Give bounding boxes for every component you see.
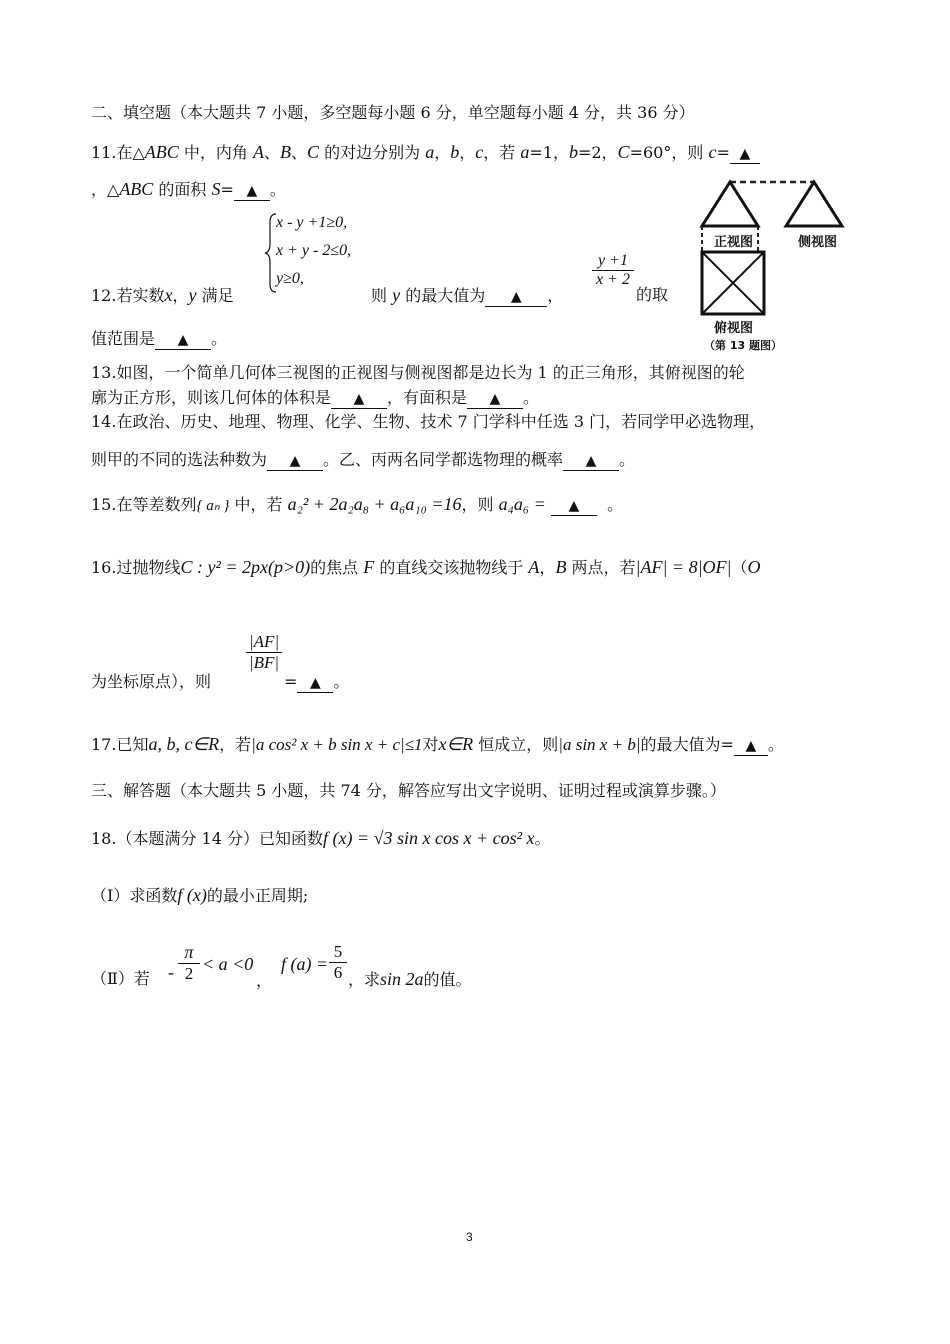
figure-caption: （第 13 题图）	[704, 339, 782, 352]
q13-line2b: ，有面积是	[387, 388, 468, 407]
q18-p2-two: 2	[184, 964, 194, 983]
q11-eq3: =60°，则	[629, 143, 704, 162]
q17-domain: x∈R	[438, 734, 474, 754]
q18-p2-comma: ，	[256, 971, 273, 990]
q18-p2-five-sixths	[329, 942, 347, 983]
answer-triangle-icon: ▲	[246, 183, 258, 199]
q12-y2: y	[392, 285, 401, 305]
answer-blank[interactable]	[485, 287, 547, 307]
section-2-header: 二、填空题（本大题共 7 小题，多空题每小题 6 分，单空题每小题 4 分，共 36 分）	[91, 103, 695, 122]
q15-end: 。	[607, 495, 624, 514]
question-17	[91, 733, 784, 756]
q11-line2-S: S	[211, 179, 221, 199]
question-13-line2	[91, 387, 539, 409]
q12-frac-num: y +1	[592, 252, 634, 271]
q17-expr: |a sin x + b|	[558, 735, 641, 754]
q11-line2-end: 。	[269, 180, 286, 199]
q11-lead: 11.在△	[91, 143, 145, 162]
q18-p1-func: f (x)	[177, 885, 207, 905]
q11-line2-abc: ABC	[119, 179, 154, 199]
q16-eq: =	[284, 672, 298, 691]
q16-lead: 16.过抛物线	[91, 558, 181, 577]
q18-p1-ask: 的最小正周期;	[206, 886, 309, 905]
q15-seq: { aₙ }	[196, 498, 230, 514]
q18-func: f (x) = √3 sin x cos x + cos² x	[322, 828, 535, 848]
q18-p2-ask	[348, 968, 472, 991]
q18-p2-fa: f (a) =	[281, 954, 329, 974]
q15-lead: 15.在等差数列	[91, 495, 197, 514]
q18-p2-ineq: < a <0	[202, 954, 254, 974]
answer-triangle-icon: ▲	[310, 675, 321, 691]
q11-text3: ，若	[483, 143, 516, 162]
q13-line2c: 。	[523, 388, 540, 407]
q16-cond: |AF| = 8|OF|	[635, 557, 732, 577]
answer-triangle-icon: ▲	[289, 453, 301, 469]
answer-triangle-icon: ▲	[585, 453, 597, 469]
three-view-figure	[694, 170, 884, 358]
q12-constraint-1: x - y +1≥0,	[276, 214, 348, 231]
answer-triangle-icon: ▲	[353, 391, 365, 407]
q11-A: A	[252, 142, 264, 162]
q18-p2-neg: -	[168, 962, 174, 982]
q11-line2-eq: =	[220, 180, 234, 199]
q18-lead: 18.（本题满分 14 分）已知函数	[91, 829, 323, 848]
q11-eq2: =2，	[577, 143, 618, 162]
front-view-label: 正视图	[714, 235, 754, 250]
q11-a: a	[425, 142, 435, 162]
q15-eq: a₂² + 2a₂a₈ + a₆a₁₀ =16	[287, 494, 462, 514]
q11-sep1: 、	[263, 143, 280, 162]
q11-b: b	[450, 142, 460, 162]
q17-ask: 的最大值为=	[640, 735, 734, 754]
q12-line2: 值范围是	[91, 329, 156, 348]
q16-F: F	[363, 557, 375, 577]
q12-tail: 的取	[636, 285, 669, 304]
q16-mid: 的焦点	[310, 558, 359, 577]
q14-line2a: 则甲的不同的选法种数为	[91, 450, 268, 469]
question-12-line2	[91, 328, 227, 350]
q12-x: x	[164, 285, 173, 305]
q17-lead: 17.已知	[91, 735, 149, 754]
q17-for: 对	[422, 735, 439, 754]
q18-p2-sin: sin 2a	[380, 969, 424, 989]
answer-triangle-icon: ▲	[510, 289, 522, 305]
section-3-header: 三、解答题（本大题共 5 小题，共 74 分，解答应写出文字说明、证明过程或演算步骤。）	[91, 781, 726, 800]
q18-end: 。	[534, 829, 551, 848]
q12-sep: ，	[547, 286, 564, 305]
q11-comma2: ，	[459, 143, 476, 162]
question-14: 14.在政治、历史、地理、物理、化学、生物、技术 7 门学科中任选 3 门，若同学甲必选物理，	[91, 412, 766, 431]
q14-line2b: 。乙、丙两名同学都选物理的概率	[323, 450, 564, 469]
q15-ask: a₄a₆ =	[498, 494, 546, 514]
answer-blank[interactable]	[331, 389, 387, 409]
q11-cond-a: a	[520, 142, 530, 162]
q16-A: A	[528, 557, 540, 577]
question-18	[91, 827, 551, 850]
side-view-triangle	[786, 182, 842, 226]
question-18-part-2-lead: （Ⅱ）若	[91, 969, 150, 988]
q15-mid: 中，若	[234, 495, 283, 514]
q17-mid: ，若	[219, 735, 252, 754]
q11-sep2: 、	[290, 143, 307, 162]
q11-text2: 的对边分别为	[324, 143, 421, 162]
q16-answer	[284, 671, 349, 693]
q12-line2-end: 。	[211, 329, 228, 348]
q15-then: ，则	[461, 495, 494, 514]
question-14-line2	[91, 449, 635, 471]
q18-p2-ask-end: 的值。	[423, 970, 472, 989]
q11-line2-mid: 的面积	[158, 180, 207, 199]
q17-mid2: 恒成立，则	[478, 735, 559, 754]
answer-blank[interactable]	[563, 451, 619, 471]
q11-ask-c: c	[708, 142, 717, 162]
q11-c: c	[475, 142, 484, 162]
answer-triangle-icon: ▲	[177, 332, 189, 348]
q11-eq4: =	[716, 143, 730, 162]
q16-comma: ，	[539, 558, 556, 577]
question-11	[91, 141, 760, 164]
q18-p2-pi: π	[178, 942, 200, 964]
q16-paren: （	[731, 558, 748, 577]
answer-blank[interactable]	[155, 330, 211, 350]
q16-B: B	[555, 557, 567, 577]
answer-blank[interactable]	[551, 496, 597, 516]
answer-blank[interactable]	[297, 673, 333, 693]
q12-frac-den: x + 2	[596, 271, 630, 288]
q11-C: C	[307, 142, 320, 162]
q11-abc: ABC	[144, 142, 179, 162]
q11-line2-lead: ，△	[91, 180, 120, 199]
q12-comma: ，	[172, 286, 189, 305]
q12-y: y	[188, 285, 197, 305]
question-13: 13.如图，一个简单几何体三视图的正视图与侧视图都是边长为 1 的正三角形，其俯视图的轮	[91, 363, 745, 382]
answer-triangle-icon: ▲	[489, 391, 501, 407]
q16-mid3: 两点，若	[571, 558, 636, 577]
answer-triangle-icon: ▲	[745, 738, 757, 754]
q12-constraint-2: x + y - 2≤0,	[276, 242, 352, 259]
answer-triangle-icon: ▲	[568, 498, 580, 514]
q16-mid2: 的直线交该抛物线于	[379, 558, 524, 577]
question-12	[91, 284, 234, 307]
question-12-tail	[371, 284, 563, 307]
answer-triangle-icon: ▲	[739, 146, 751, 162]
question-11-line2	[91, 178, 286, 201]
q18-p2-ask-lead: ，求	[348, 970, 381, 989]
q11-B: B	[279, 142, 291, 162]
q18-p2-pi-fraction	[178, 942, 200, 984]
front-view-triangle	[702, 182, 758, 226]
q12-constraint-3: y≥0,	[276, 270, 304, 287]
q16-end: 。	[333, 672, 350, 691]
answer-blank[interactable]	[267, 451, 323, 471]
q18-p1-lead: （Ⅰ）求函数	[91, 886, 178, 905]
question-15	[91, 493, 623, 517]
q16-O: O	[747, 557, 761, 577]
q12-mid: 满足	[201, 286, 234, 305]
q17-vars: a, b, c∈R	[148, 734, 220, 754]
q12-then: 则	[371, 286, 388, 305]
answer-blank[interactable]	[467, 389, 523, 409]
question-18-part-1	[91, 884, 308, 907]
q17-cond: |a cos² x + b sin x + c|≤1	[251, 735, 423, 754]
q11-cond-C: C	[617, 142, 630, 162]
q11-mid: 中，内角	[183, 143, 248, 162]
q12-fraction	[592, 252, 634, 289]
q14-line2c: 。	[619, 450, 636, 469]
q17-end: 。	[767, 735, 784, 754]
question-16	[91, 556, 761, 579]
q11-comma1: ，	[434, 143, 451, 162]
side-view-label: 侧视图	[798, 235, 838, 250]
q16-fraction	[246, 632, 282, 673]
page-number: 3	[466, 1230, 473, 1244]
q12-max: 的最大值为	[405, 286, 486, 305]
q16-frac-den: |BF|	[248, 653, 280, 672]
q18-p2-five: 5	[329, 942, 347, 963]
top-view-label: 俯视图	[714, 321, 754, 336]
q13-line2a: 廓为正方形，则该几何体的体积是	[91, 388, 332, 407]
q16-frac-num: |AF|	[246, 632, 282, 653]
q18-p2-six: 6	[333, 963, 343, 982]
q11-cond-b: b	[568, 142, 578, 162]
question-16-line2: 为坐标原点），则	[91, 672, 212, 691]
q16-curve: C : y² = 2px(p>0)	[180, 557, 311, 577]
q12-lead: 12.若实数	[91, 286, 165, 305]
answer-blank[interactable]	[234, 181, 270, 201]
answer-blank[interactable]	[734, 736, 768, 756]
answer-blank[interactable]	[730, 144, 760, 164]
q11-eq1: =1，	[529, 143, 569, 162]
